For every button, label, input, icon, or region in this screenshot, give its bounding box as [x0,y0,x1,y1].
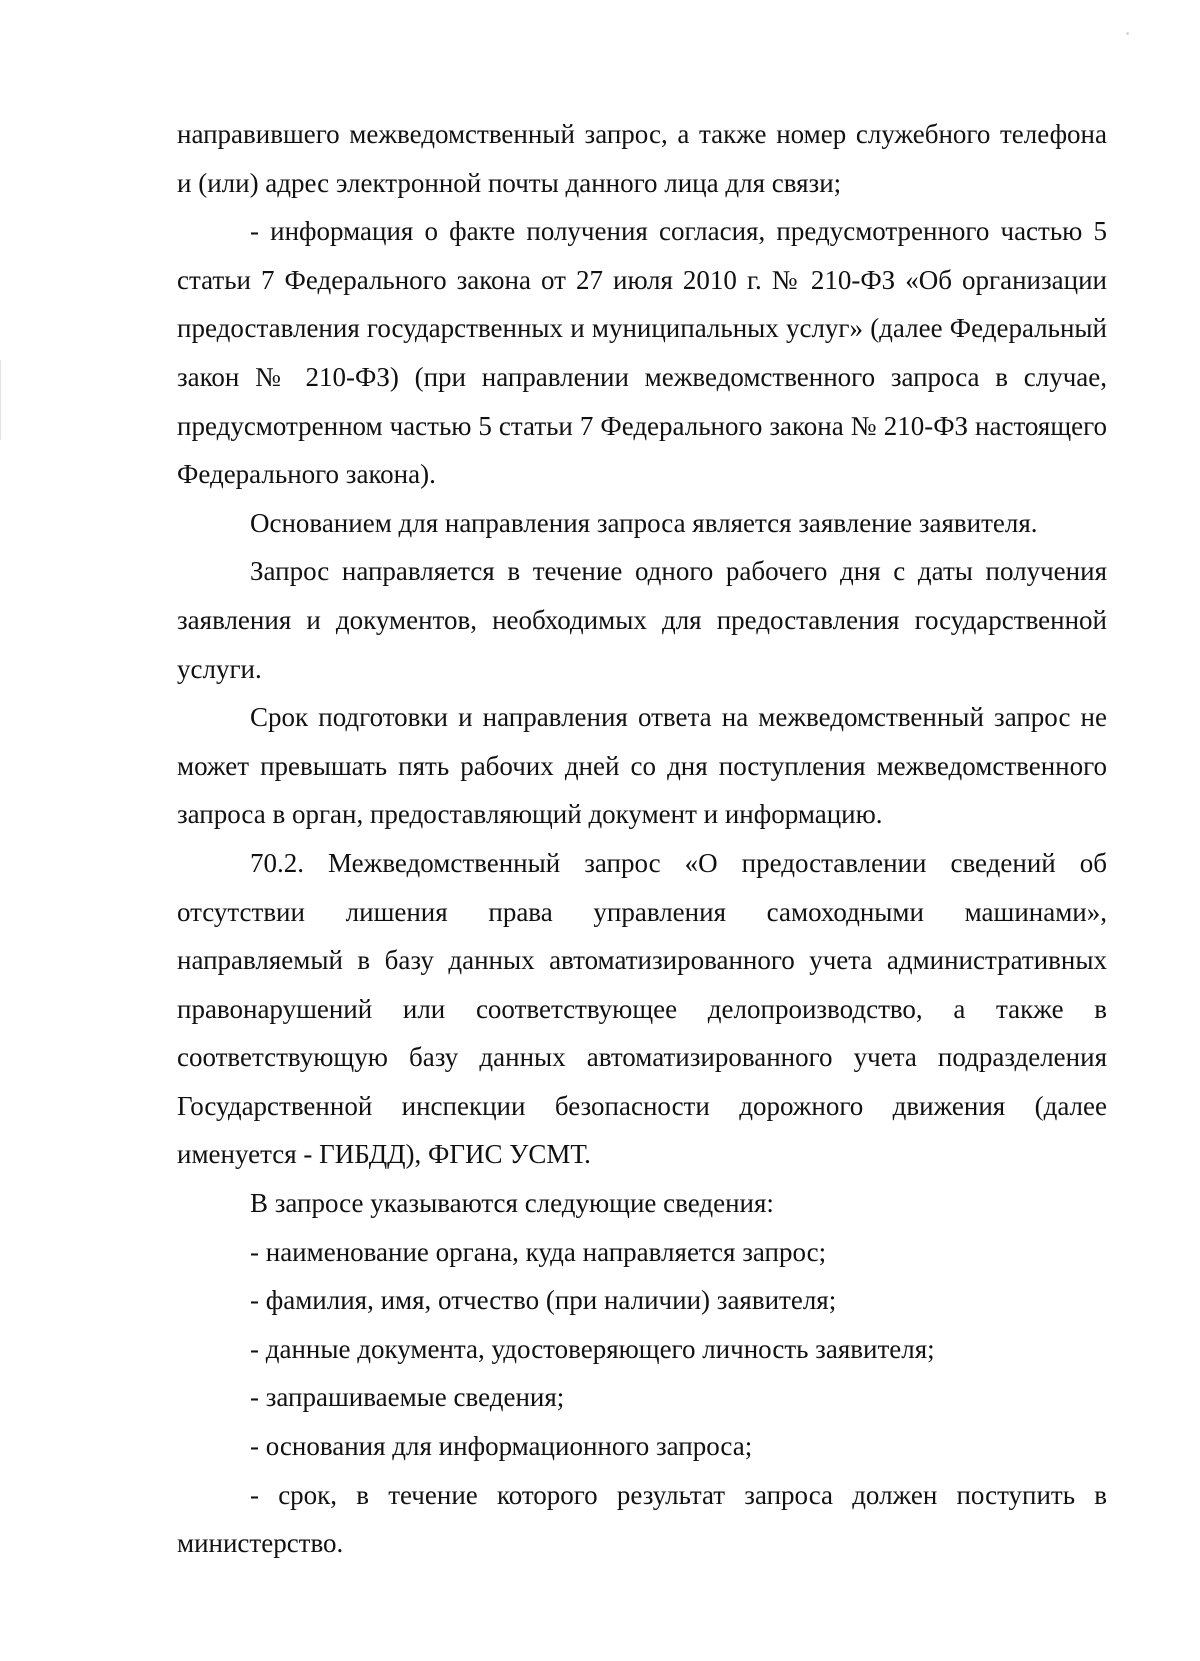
list-item-requested-info: - запрашиваемые сведения; [250,1382,565,1413]
document-body [177,110,1107,1568]
list-item-applicant-name: - фамилия, имя, отчество (при наличии) заявителя; [250,1285,837,1316]
list-item-identity-document: - данные документа, удостоверяющего личность заявителя; [250,1333,935,1364]
paragraph-section-70-2: 70.2. Межведомственный запрос «О предоставлении сведений об отсутствии лишения права управления самоходными машинами», направляемый в базу данных автоматизированного учета административных правонарушений или соответствующее делопроизводство, а также в соответствующую базу данных автоматизированного учета подразделения Государственной инспекции безопасности дорожного движения (далее именуется - ГИБДД), ФГИС УСМТ. [177,847,1107,1170]
list-item-authority-name: - наименование органа, куда направляется запрос; [250,1236,827,1267]
paragraph-request-contents: В запросе указываются следующие сведения: [250,1188,774,1219]
list-item-request-grounds: - основания для информационного запроса; [250,1431,753,1462]
scan-speck [1126,32,1129,35]
paragraph-response-deadline: Срок подготовки и направления ответа на межведомственный запрос не может превышать пять рабочих дней со дня поступления межведомственного запроса в орган, предоставляющий документ и информацию. [177,702,1107,830]
paragraph-consent-info: - информация о факте получения согласия, предусмотренного частью 5 статьи 7 Федерального закона от 27 июля 2010 г. № 210-ФЗ «Об организации предоставления государственных и муниципальных услуг» (далее Федеральный закон № 210-ФЗ) (при направлении межведомственного запроса в случае, предусмотренном частью 5 статьи 7 Федерального закона № 210-ФЗ настоящего Федерального закона). [177,216,1107,490]
scan-edge-mark [0,360,1,440]
list-item-result-deadline: - срок, в течение которого результат запроса должен поступить в министерство. [177,1479,1107,1559]
paragraph-contact-info: направившего межведомственный запрос, а также номер служебного телефона и (или) адрес электронной почты данного лица для связи; [177,119,1107,198]
paragraph-request-timing: Запрос направляется в течение одного рабочего дня с даты получения заявления и документов, необходимых для предоставления государственной услуги. [177,556,1107,684]
paragraph-request-basis: Основанием для направления запроса является заявление заявителя. [250,507,1038,538]
